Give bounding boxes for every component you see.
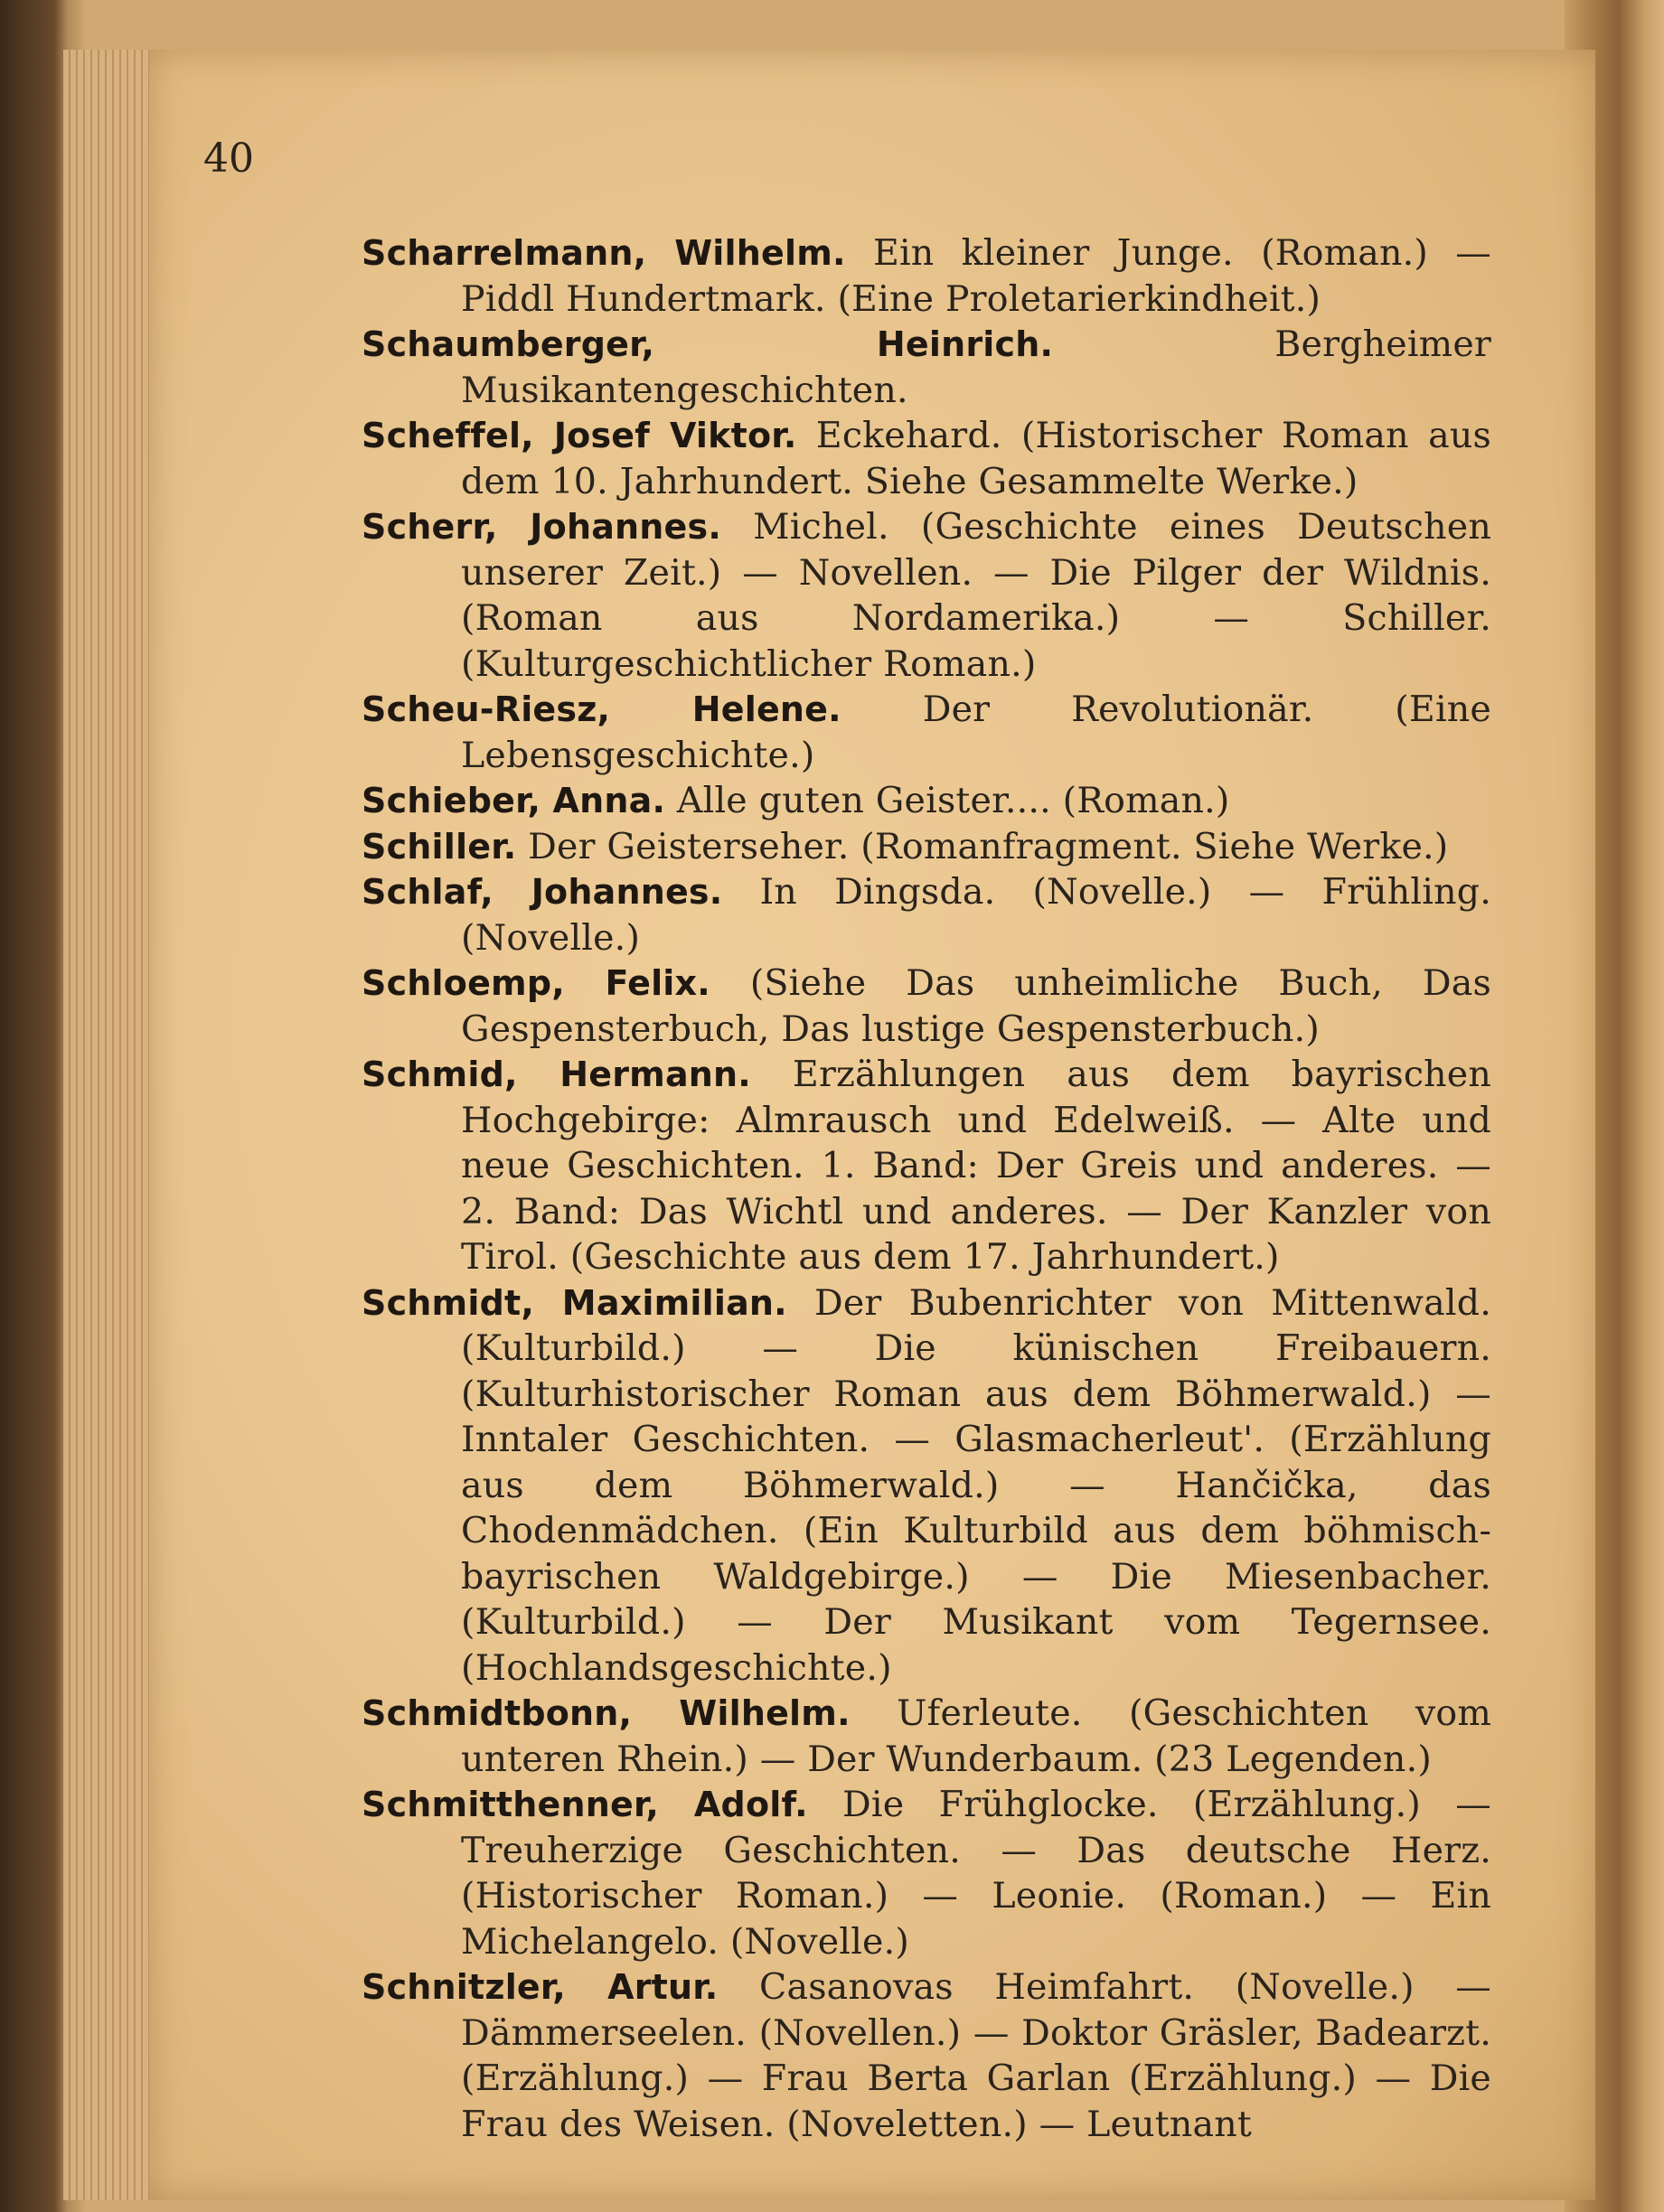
entry-schnitzler <box>362 1964 1491 2147</box>
entry-author: Schaumberger, Heinrich. <box>362 324 1054 364</box>
entry-works: Der Revolutionär. (Eine Lebensgeschichte.) <box>461 689 1491 776</box>
entry-schlaf <box>362 869 1491 961</box>
entry-scherr <box>362 504 1491 687</box>
entry-author: Schmid, Hermann. <box>362 1054 751 1094</box>
entry-author: Scherr, Johannes. <box>362 507 721 547</box>
entry-works: Bergheimer Musikantengeschichten. <box>461 323 1491 411</box>
entry-works: Der Bubenrichter von Mittenwald. (Kulturbild.) — Die künischen Freibauern. (Kulturhistorischer Roman aus dem Böhmerwald.) — Inntaler Geschichten. — Glasmacherleut'. (Erzählung aus dem Böhmerwald.) — Hančička, das Chodenmädchen. (Ein Kulturbild aus dem böhmisch-bayrischen Waldgebirge.) — Die Miesenbacher. (Kulturbild.) — Der Musikant vom Tegernsee. (Hochlandsgeschichte.) <box>461 1281 1491 1689</box>
entry-schieber <box>362 778 1491 824</box>
entry-schmidtbonn <box>362 1691 1491 1782</box>
entry-author: Scheu-Riesz, Helene. <box>362 689 841 729</box>
entry-schmitthenner <box>362 1782 1491 1964</box>
entry-author: Schnitzler, Artur. <box>362 1967 719 2007</box>
entry-works: (Siehe Das unheimliche Buch, Das Gespensterbuch, Das lustige Gespensterbuch.) <box>461 962 1491 1050</box>
entry-schmidt <box>362 1280 1491 1692</box>
entry-works: Alle guten Geister.... (Roman.) <box>676 780 1230 821</box>
entry-author: Scharrelmann, Wilhelm. <box>362 233 846 273</box>
entry-works: Casanovas Heimfahrt. (Novelle.) — Dämmerseelen. (Novellen.) — Doktor Gräsler, Badearzt. (Erzählung.) — Frau Berta Garlan (Erzählung.) — Die Frau des Weisen. (Noveletten.) — Leutnant <box>461 1966 1491 2145</box>
entry-schiller <box>362 824 1491 870</box>
entry-works: Uferleute. (Geschichten vom unteren Rhein.) — Der Wunderbaum. (23 Legenden.) <box>461 1692 1491 1780</box>
entry-scharrelmann <box>362 230 1491 322</box>
entry-scheu-riesz <box>362 687 1491 778</box>
entry-works: Die Frühglocke. (Erzählung.) — Treuherzige Geschichten. — Das deutsche Herz. (Historischer Roman.) — Leonie. (Roman.) — Ein Michelangelo. (Novelle.) <box>461 1784 1491 1963</box>
entry-author: Schmitthenner, Adolf. <box>362 1785 808 1824</box>
entry-author: Schmidtbonn, Wilhelm. <box>362 1693 851 1733</box>
entry-works: Der Geisterseher. (Romanfragment. Siehe Werke.) <box>528 825 1449 867</box>
entry-works: Eckehard. (Historischer Roman aus dem 10. Jahrhundert. Siehe Gesammelte Werke.) <box>461 415 1491 502</box>
page-number: 40 <box>203 136 254 182</box>
entry-author: Scheffel, Josef Viktor. <box>362 416 797 455</box>
entry-author: Schloemp, Felix. <box>362 963 710 1003</box>
entry-author: Schmidt, Maximilian. <box>362 1282 787 1323</box>
entry-author: Schieber, Anna. <box>362 781 666 820</box>
entry-works: In Dingsda. (Novelle.) — Frühling. (Novelle.) <box>461 871 1491 959</box>
entry-author: Schiller. <box>362 826 517 867</box>
entry-works: Ein kleiner Junge. (Roman.) — Piddl Hundertmark. (Eine Proletarierkindheit.) <box>461 232 1492 320</box>
entry-schaumberger <box>362 322 1491 413</box>
entry-works: Michel. (Geschichte eines Deutschen unserer Zeit.) — Novellen. — Die Pilger der Wildnis. (Roman aus Nordamerika.) — Schiller. (Kulturgeschichtlicher Roman.) <box>461 506 1491 685</box>
entry-scheffel <box>362 413 1491 504</box>
catalog-text <box>362 230 1491 2147</box>
entry-schloemp <box>362 961 1491 1052</box>
entry-schmid <box>362 1052 1491 1280</box>
entry-works: Erzählungen aus dem bayrischen Hochgebirge: Almrausch und Edelweiß. — Alte und neue Geschichten. 1. Band: Der Greis und anderes. — 2. Band: Das Wichtl und anderes. — Der Kanzler von Tirol. (Geschichte aus dem 17. Jahrhundert.) <box>461 1054 1491 1278</box>
entry-author: Schlaf, Johannes. <box>362 872 723 912</box>
